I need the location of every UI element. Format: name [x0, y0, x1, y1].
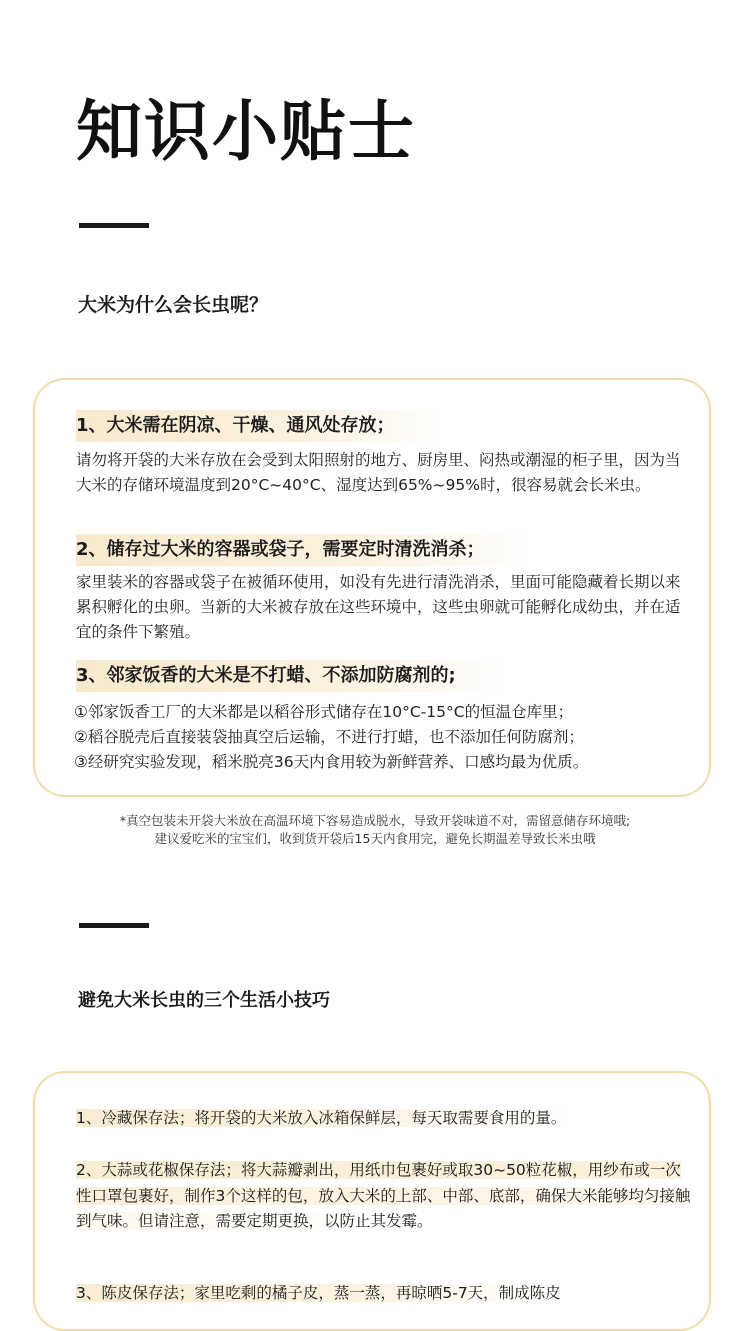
section2-question: 避免大米长虫的三个生活小技巧	[78, 990, 330, 1011]
item3-heading: 3、邻家饭香的大米是不打蜡、不添加防腐剂的;	[76, 660, 502, 692]
storage-note	[0, 812, 750, 848]
item3-list	[74, 700, 714, 775]
tip-1: 1、冷藏保存法；将开袋的大米放入冰箱保鲜层，每天取需要食用的量。	[76, 1109, 567, 1127]
item2-body: 家里装米的容器或袋子在被循环使用，如没有先进行清洗消杀，里面可能隐藏着长期以来累积孵化的虫卵。当新的大米被存放在这些环境中，这些虫卵就可能孵化成幼虫，并在适宜的条件下繁殖。	[76, 573, 681, 641]
item2-heading: 2、储存过大米的容器或袋子，需要定时清洗消杀；	[76, 534, 531, 566]
tip-2: 2、大蒜或花椒保存法；将大蒜瓣剥出，用纸巾包裹好或取30~50粒花椒，用纱布或一次性口罩包裹好，制作3个这样的包，放入大米的上部、中部、底部，确保大米能够均匀接触到气味。但请注意，需要定期更换，以防止其发霉。	[76, 1161, 691, 1230]
title-divider	[79, 223, 149, 228]
item3-line-2: ②稻谷脱壳后直接装袋抽真空后运输，不进行打蜡，也不添加任何防腐剂；	[74, 728, 584, 746]
section1-question: 大米为什么会长虫呢？	[78, 294, 269, 316]
item1-heading: 1、大米需在阴凉、干燥、通风处存放；	[76, 410, 441, 442]
page-title: 知识小贴士	[76, 93, 416, 170]
note-line-1: *真空包装未开袋大米放在高温环境下容易造成脱水，导致开袋味道不对，需留意储存环境哦;	[119, 813, 631, 828]
item1-body: 请勿将开袋的大米存放在会受到太阳照射的地方、厨房里、闷热或潮湿的柜子里，因为当大米的存储环境温度到20°C~40°C、湿度达到65%~95%时，很容易就会长米虫。	[76, 451, 681, 494]
tip-3: 3、陈皮保存法；家里吃剩的橘子皮，蒸一蒸，再晾晒5-7天，制成陈皮	[76, 1284, 561, 1302]
item3-line-1: ①邻家饭香工厂的大米都是以稻谷形式储存在10°C-15°C的恒温仓库里；	[74, 703, 574, 721]
item3-line-3: ③经研究实验发现，稻米脱亮36天内食用较为新鲜营养、口感均最为优质。	[74, 753, 589, 771]
section2-divider	[79, 923, 149, 928]
note-line-2: 建议爱吃米的宝宝们，收到货开袋后15天内食用完，避免长期温差导致长米虫哦	[154, 831, 596, 846]
